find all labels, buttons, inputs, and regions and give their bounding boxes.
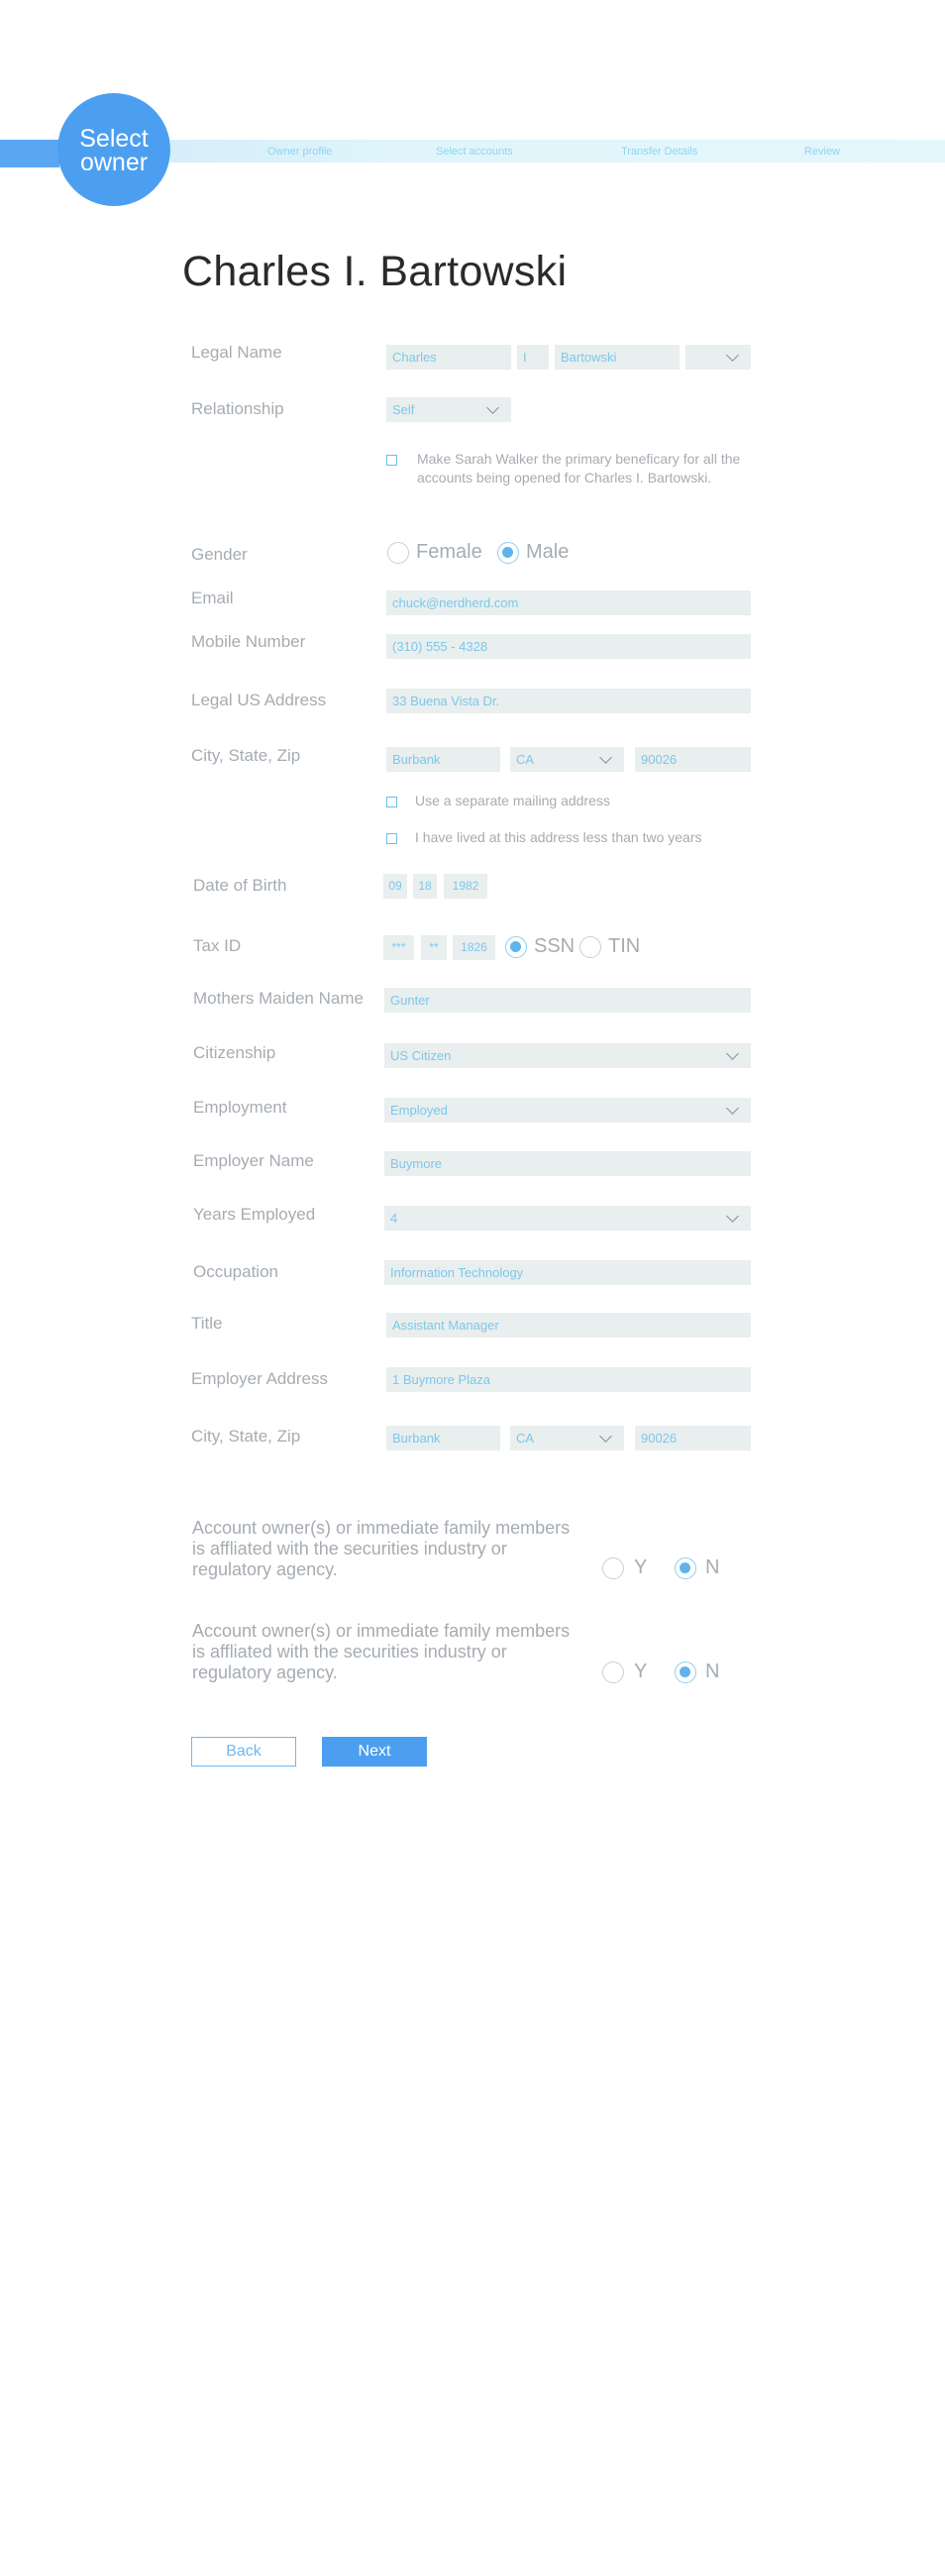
tax-id-tin-label: TIN xyxy=(608,935,641,957)
current-step-circle xyxy=(57,93,170,206)
tax-id-tin-radio[interactable] xyxy=(579,936,601,958)
employer-state-select[interactable]: CA xyxy=(510,1426,624,1450)
citizenship-label: Citizenship xyxy=(193,1043,276,1062)
step-owner-profile[interactable]: Owner profile xyxy=(267,146,333,158)
beneficiary-checkbox[interactable] xyxy=(386,455,397,466)
tax-id-part3-input[interactable]: 1826 xyxy=(453,935,495,960)
years-employed-select[interactable]: 4 xyxy=(384,1206,751,1231)
dob-day-input[interactable]: 18 xyxy=(413,874,437,899)
maiden-name-label: Mothers Maiden Name xyxy=(193,989,364,1008)
zip-input[interactable]: 90026 xyxy=(635,747,751,772)
question-1-yes-radio[interactable] xyxy=(602,1557,624,1579)
question-2-yes-label: Y xyxy=(634,1661,648,1682)
step-select-accounts[interactable]: Select accounts xyxy=(436,146,513,158)
affiliation-question-2: Account owner(s) or immediate family members is affliated with the securities industry or regulatory agency. xyxy=(192,1621,571,1682)
email-label: Email xyxy=(191,589,234,607)
mobile-input[interactable]: (310) 555 - 4328 xyxy=(386,634,751,659)
step-transfer-details[interactable]: Transfer Details xyxy=(621,146,698,158)
two-years-checkbox-label: I have lived at this address less than two years xyxy=(415,829,702,845)
tax-id-part2-input[interactable]: ** xyxy=(421,935,447,960)
title-label: Title xyxy=(191,1314,223,1333)
question-1-yes-label: Y xyxy=(634,1556,648,1578)
occupation-input[interactable]: Information Technology xyxy=(384,1260,751,1285)
employment-select[interactable]: Employed xyxy=(384,1098,751,1123)
employer-address-label: Employer Address xyxy=(191,1369,328,1388)
state-select[interactable]: CA xyxy=(510,747,624,772)
city-input[interactable]: Burbank xyxy=(386,747,500,772)
beneficiary-checkbox-label: Make Sarah Walker the primary beneficary for all the accounts being opened for Charles I. Bartowski. xyxy=(417,451,741,485)
gender-label: Gender xyxy=(191,545,248,564)
occupation-label: Occupation xyxy=(193,1262,278,1281)
employer-zip-input[interactable]: 90026 xyxy=(635,1426,751,1450)
relationship-select[interactable]: Self xyxy=(386,397,511,422)
tax-id-ssn-label: SSN xyxy=(534,935,576,957)
question-2-no-radio[interactable] xyxy=(675,1662,696,1683)
dob-label: Date of Birth xyxy=(193,876,287,895)
stepper-bar-left xyxy=(0,140,59,167)
email-input[interactable]: chuck@nerdherd.com xyxy=(386,590,751,615)
suffix-select[interactable] xyxy=(685,345,751,370)
question-2-no-label: N xyxy=(705,1661,720,1682)
next-button[interactable]: Next xyxy=(322,1737,427,1767)
last-name-input[interactable]: Bartowski xyxy=(555,345,680,370)
two-years-checkbox[interactable] xyxy=(386,833,397,844)
first-name-input[interactable]: Charles xyxy=(386,345,511,370)
gender-female-label: Female xyxy=(416,541,482,563)
tax-id-label: Tax ID xyxy=(193,936,242,955)
affiliation-question-1: Account owner(s) or immediate family members is affliated with the securities industry or regulatory agency. xyxy=(192,1518,571,1579)
back-button[interactable]: Back xyxy=(191,1737,296,1767)
employer-name-input[interactable]: Buymore xyxy=(384,1151,751,1176)
employer-name-label: Employer Name xyxy=(193,1151,314,1170)
question-2-yes-radio[interactable] xyxy=(602,1662,624,1683)
gender-male-label: Male xyxy=(526,541,570,563)
middle-initial-input[interactable]: I xyxy=(517,345,549,370)
dob-month-input[interactable]: 09 xyxy=(383,874,407,899)
dob-year-input[interactable]: 1982 xyxy=(444,874,487,899)
tax-id-part1-input[interactable]: *** xyxy=(383,935,414,960)
question-1-no-radio[interactable] xyxy=(675,1557,696,1579)
page-title: Charles I. Bartowski xyxy=(182,248,568,295)
current-step-label: Select owner xyxy=(79,125,149,176)
years-employed-label: Years Employed xyxy=(193,1205,316,1224)
relationship-label: Relationship xyxy=(191,399,284,418)
step-review[interactable]: Review xyxy=(804,146,841,158)
address-input[interactable]: 33 Buena Vista Dr. xyxy=(386,689,751,713)
employment-label: Employment xyxy=(193,1098,287,1117)
title-input[interactable]: Assistant Manager xyxy=(386,1313,751,1338)
legal-name-label: Legal Name xyxy=(191,343,282,362)
employer-address-input[interactable]: 1 Buymore Plaza xyxy=(386,1367,751,1392)
question-1-no-label: N xyxy=(705,1556,720,1578)
mailing-address-checkbox-label: Use a separate mailing address xyxy=(415,793,610,808)
maiden-name-input[interactable]: Gunter xyxy=(384,988,751,1013)
address-label: Legal US Address xyxy=(191,691,327,709)
citizenship-select[interactable]: US Citizen xyxy=(384,1043,751,1068)
mailing-address-checkbox[interactable] xyxy=(386,797,397,807)
employer-city-state-zip-label: City, State, Zip xyxy=(191,1427,301,1446)
tax-id-ssn-radio[interactable] xyxy=(505,936,527,958)
employer-city-input[interactable]: Burbank xyxy=(386,1426,500,1450)
gender-female-radio[interactable] xyxy=(387,542,409,564)
gender-male-radio[interactable] xyxy=(497,542,519,564)
city-state-zip-label: City, State, Zip xyxy=(191,746,301,765)
mobile-label: Mobile Number xyxy=(191,632,306,651)
